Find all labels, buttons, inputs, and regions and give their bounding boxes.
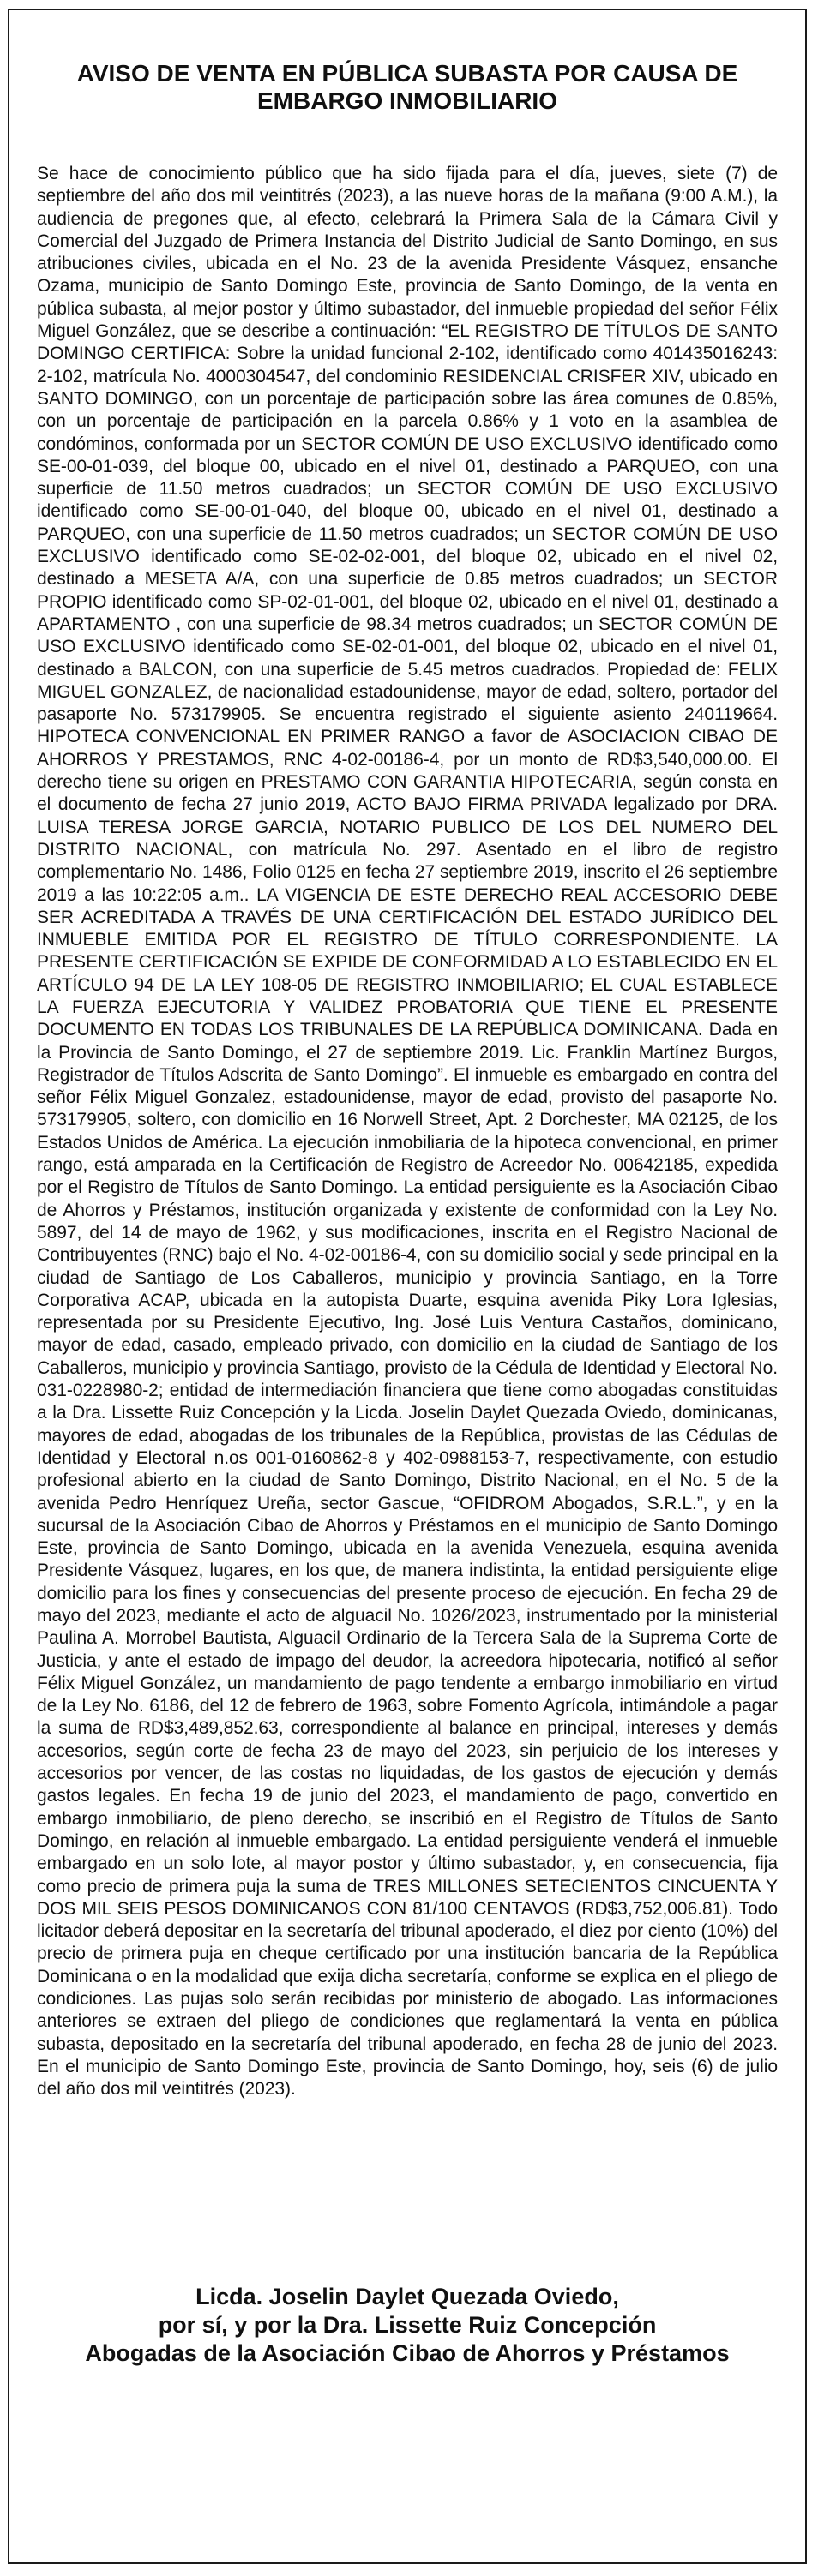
signature-block [9, 2283, 805, 2368]
signature-line-3: Abogadas de la Asociación Cibao de Ahorros y Préstamos [85, 2340, 730, 2366]
notice-title: AVISO DE VENTA EN PÚBLICA SUBASTA POR CAUSA DE EMBARGO INMOBILIARIO [76, 60, 738, 114]
notice-body: Se hace de conocimiento público que ha sido fijada para el día, jueves, siete (7) de septiembre del año dos mil veintitrés (2023), a las nueve horas de la mañana (9:00 A.M.), la audiencia de pregones que, al efecto, celebrará la Primera Sala de la Cámara Civil y Comercial del Juzgado de Primera Instancia del Distrito Judicial de Santo Domingo, en sus atribuciones civiles, ubicada en el No. 23 de la avenida Presidente Vásquez, ensanche Ozama, municipio de Santo Domingo Este, provincia de Santo Domingo, de la venta en pública subasta, al mejor postor y último subastador, del inmueble propiedad del señor Félix Miguel González, que se describe a continuación: “EL REGISTRO DE TÍTULOS DE SANTO DOMINGO CERTIFICA: Sobre la unidad funcional 2-102, identificado como 401435016243: 2-102, matrícula No. 4000304547, del condominio RESIDENCIAL CRISFER XIV, ubicado en SANTO DOMINGO, con un porcentaje de participación sobre las área comunes de 0.85%, con un porcentaje de participación en la parcela 0.86% y 1 voto en la asamblea de condóminos, conformada por un SECTOR COMÚN DE USO EXCLUSIVO identificado como SE-00-01-039, del bloque 00, ubicado en el nivel 01, destinado a PARQUEO, con una superficie de 11.50 metros cuadrados; un SECTOR COMÚN DE USO EXCLUSIVO identificado como SE-00-01-040, del bloque 00, ubicado en el nivel 01, destinado a PARQUEO, con una superficie de 11.50 metros cuadrados; un SECTOR COMÚN DE USO EXCLUSIVO identificado como SE-02-02-001, del bloque 02, ubicado en el nivel 02, destinado a MESETA A/A, con una superficie de 0.85 metros cuadrados; un SECTOR PROPIO identificado como SP-02-01-001, del bloque 02, ubicado en el nivel 01, destinado a APARTAMENTO , con una superficie de 98.34 metros cuadrados; un SECTOR COMÚN DE USO EXCLUSIVO identificado como SE-02-01-001, del bloque 02, ubicado en el nivel 01, destinado a BALCON, con una superficie de 5.45 metros cuadrados. Propiedad de: FELIX MIGUEL GONZALEZ, de nacionalidad estadounidense, mayor de edad, soltero, portador del pasaporte No. 573179905. Se encuentra registrado el siguiente asiento 240119664. HIPOTECA CONVENCIONAL EN PRIMER RANGO a favor de ASOCIACION CIBAO DE AHORROS Y PRESTAMOS, RNC 4-02-00186-4, por un monto de RD$3,540,000.00. El derecho tiene su origen en PRESTAMO CON GARANTIA HIPOTECARIA, según consta en el documento de fecha 27 junio 2019, ACTO BAJO FIRMA PRIVADA legalizado por DRA. LUISA TERESA JORGE GARCIA, NOTARIO PUBLICO DE LOS DEL NUMERO DEL DISTRITO NACIONAL, con matrícula No. 297. Asentado en el libro de registro complementario No. 1486, Folio 0125 en fecha 27 septiembre 2019, inscrito el 26 septiembre 2019 a las 10:22:05 a.m.. LA VIGENCIA DE ESTE DERECHO REAL ACCESORIO DEBE SER ACREDITADA A TRAVÉS DE UNA CERTIFICACIÓN DEL ESTADO JURÍDICO DEL INMUEBLE EMITIDA POR EL REGISTRO DE TÍTULO CORRESPONDIENTE. LA PRESENTE CERTIFICACIÓN SE EXPIDE DE CONFORMIDAD A LO ESTABLECIDO EN EL ARTÍCULO 94 DE LA LEY 108-05 DE REGISTRO INMOBILIARIO; EL CUAL ESTABLECE LA FUERZA EJECUTORIA Y VALIDEZ PROBATORIA QUE TIENE EL PRESENTE DOCUMENTO EN TODAS LOS TRIBUNALES DE LA REPÚBLICA DOMINICANA. Dada en la Provincia de Santo Domingo, el 27 de septiembre 2019. Lic. Franklin Martínez Burgos, Registrador de Títulos Adscrita de Santo Domingo”. El inmueble es embargado en contra del señor Félix Miguel Gonzalez, estadounidense, mayor de edad, provisto del pasaporte No. 573179905, soltero, con domicilio en 16 Norwell Street, Apt. 2 Dorchester, MA 02125, de los Estados Unidos de América. La ejecución inmobiliaria de la hipoteca convencional, en primer rango, está amparada en la Certificación de Registro de Acreedor No. 00642185, expedida por el Registro de Títulos de Santo Domingo. La entidad persiguiente es la Asociación Cibao de Ahorros y Préstamos, institución organizada y existente de conformidad con la Ley No. 5897, del 14 de mayo de 1962, y sus modificaciones, inscrita en el Registro Nacional de Contribuyentes (RNC) bajo el No. 4-02-00186-4, con su domicilio social y sede principal en la ciudad de Santiago de Los Caballeros, municipio y provincia Santiago, en la Torre Corporativa ACAP, ubicada en la autopista Duarte, esquina avenida Piky Lora Iglesias, representada por su Presidente Ejecutivo, Ing. José Luis Ventura Castaños, dominicano, mayor de edad, casado, empleado privado, con domicilio en la ciudad de Santiago de los Caballeros, municipio y provincia Santiago, provisto de la Cédula de Identidad y Electoral No. 031-0228980-2; entidad de intermediación financiera que tiene como abogadas constituidas a la Dra. Lissette Ruiz Concepción y la Licda. Joselin Daylet Quezada Oviedo, dominicanas, mayores de edad, abogadas de los tribunales de la República, provistas de las Cédulas de Identidad y Electoral n.os 001-0160862-8 y 402-0988153-7, respectivamente, con estudio profesional abierto en la ciudad de Santo Domingo, Distrito Nacional, en el No. 5 de la avenida Pedro Henríquez Ureña, sector Gascue, “OFIDROM Abogados, S.R.L.”, y en la sucursal de la Asociación Cibao de Ahorros y Préstamos en el municipio de Santo Domingo Este, provincia de Santo Domingo, ubicada en la avenida Venezuela, esquina avenida Presidente Vásquez, lugares, en los que, de manera indistinta, la entidad persiguiente elige domicilio para los fines y consecuencias del presente proceso de ejecución. En fecha 29 de mayo del 2023, mediante el acto de alguacil No. 1026/2023, instrumentado por la ministerial Paulina A. Morrobel Bautista, Alguacil Ordinario de la Tercera Sala de la Suprema Corte de Justicia, y ante el estado de impago del deudor, la acreedora hipotecaria, notificó al señor Félix Miguel González, un mandamiento de pago tendente a embargo inmobiliario en virtud de la Ley No. 6186, del 12 de febrero de 1963, sobre Fomento Agrícola, intimándole a pagar la suma de RD$3,489,852.63, correspondiente al balance en principal, intereses y demás accesorios, según corte de fecha 23 de mayo del 2023, sin perjuicio de los intereses y accesorios por vencer, de las costas no liquidadas, de los gastos de ejecución y demás gastos legales. En fecha 19 de junio del 2023, el mandamiento de pago, convertido en embargo inmobiliario, de pleno derecho, se inscribió en el Registro de Títulos de Santo Domingo, en relación al inmueble embargado. La entidad persiguiente venderá el inmueble embargado en un solo lote, al mayor postor y último subastador, y, en consecuencia, fija como precio de primera puja la suma de TRES MILLONES SETECIENTOS CINCUENTA Y DOS MIL SEIS PESOS DOMINICANOS CON 81/100 CENTAVOS (RD$3,752,006.81). Todo licitador deberá depositar en la secretaría del tribunal apoderado, el diez por ciento (10%) del precio de primera puja en cheque certificado por una institución bancaria de la República Dominicana o en la modalidad que exija dicha secretaría, conforme se explica en el pliego de condiciones. Las pujas solo serán recibidas por ministerio de abogado. Las informaciones anteriores se extraen del pliego de condiciones que reglamentará la venta en pública subasta, depositado en la secretaría del tribunal apoderado, en fecha 28 de junio del 2023. En el municipio de Santo Domingo Este, provincia de Santo Domingo, hoy, seis (6) de julio del año dos mil veintitrés (2023). [37, 164, 778, 2100]
legal-notice-box [8, 9, 807, 2564]
signature-line-1: Licda. Joselin Daylet Quezada Oviedo, [195, 2284, 619, 2309]
signature-line-2: por sí, y por la Dra. Lissette Ruiz Concepción [158, 2312, 657, 2338]
